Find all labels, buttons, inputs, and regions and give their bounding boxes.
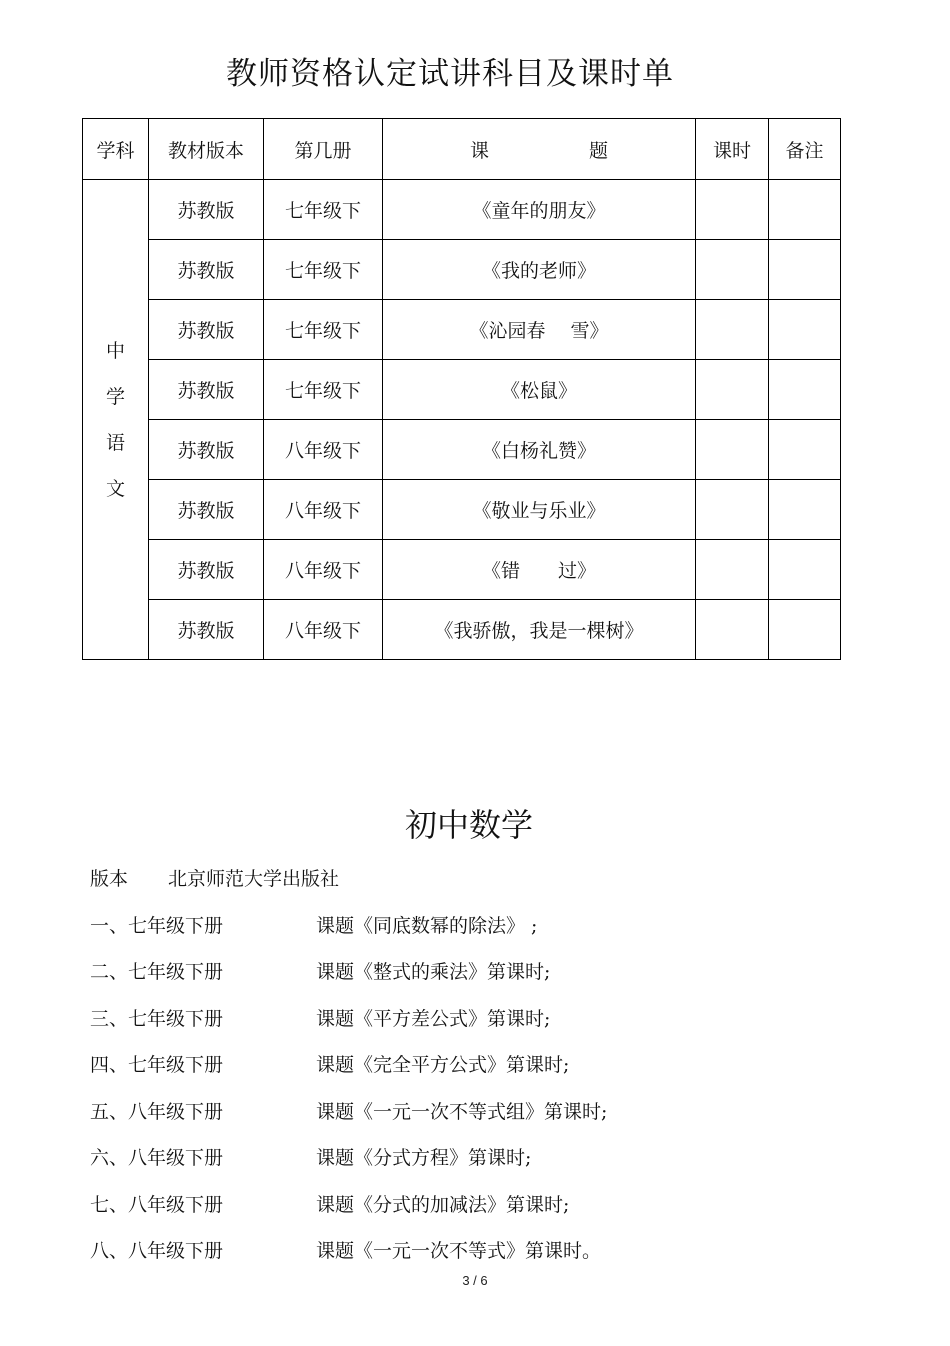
volume-cell: 七年级下	[264, 180, 383, 240]
page-title: 教师资格认定试讲科目及课时单	[226, 56, 674, 92]
table-row	[83, 300, 841, 360]
subject-char: 文	[105, 477, 125, 500]
edition-cell: 苏教版	[149, 300, 264, 360]
table-row	[83, 360, 841, 420]
math-section-title: 初中数学	[404, 806, 533, 844]
edition-cell: 苏教版	[149, 420, 264, 480]
page-number: 3 / 6	[462, 1273, 488, 1288]
math-item-grade: 五、八年级下册	[90, 1100, 224, 1123]
math-item-topic: 课题《整式的乘法》第课时;	[316, 961, 551, 983]
subject-cell	[83, 180, 149, 660]
hours-cell	[696, 180, 769, 240]
volume-cell: 七年级下	[264, 300, 383, 360]
header-topic	[383, 119, 696, 180]
remarks-cell	[769, 600, 841, 660]
remarks-cell	[769, 540, 841, 600]
math-item-topic: 课题《平方差公式》第课时;	[316, 1007, 551, 1030]
remarks-cell	[769, 360, 841, 420]
math-item-grade: 一、七年级下册	[90, 914, 224, 937]
lesson-table	[82, 118, 841, 660]
header-remarks: 备注	[769, 119, 841, 180]
topic-cell: 《错 过》	[383, 540, 696, 600]
remarks-cell	[769, 180, 841, 240]
math-item-topic: 课题《分式的加减法》第课时;	[316, 1193, 570, 1216]
math-item-grade: 七、八年级下册	[90, 1193, 224, 1216]
edition-cell: 苏教版	[149, 240, 264, 300]
hours-cell	[696, 360, 769, 420]
edition-value: 北京师范大学出版社	[168, 868, 340, 890]
topic-cell: 《松鼠》	[383, 360, 696, 420]
edition-label: 版本	[90, 868, 129, 890]
volume-cell: 七年级下	[264, 360, 383, 420]
header-volume: 第几册	[264, 119, 383, 180]
header-subject: 学科	[83, 119, 149, 180]
hours-cell	[696, 300, 769, 360]
table-header-row	[83, 119, 841, 180]
table-row	[83, 540, 841, 600]
volume-cell: 八年级下	[264, 540, 383, 600]
hours-cell	[696, 600, 769, 660]
math-item-topic: 课题《分式方程》第课时;	[316, 1147, 532, 1169]
math-item-topic: 课题《同底数幂的除法》 ;	[316, 914, 538, 937]
header-topic-left: 课	[469, 139, 489, 162]
subject-char: 中	[105, 339, 125, 362]
hours-cell	[696, 540, 769, 600]
math-item-topic: 课题《完全平方公式》第课时;	[316, 1054, 570, 1076]
volume-cell: 八年级下	[264, 480, 383, 540]
header-hours: 课时	[696, 119, 769, 180]
topic-cell: 《敬业与乐业》	[383, 480, 696, 540]
remarks-cell	[769, 240, 841, 300]
topic-cell: 《白杨礼赞》	[383, 420, 696, 480]
remarks-cell	[769, 300, 841, 360]
table-row	[83, 600, 841, 660]
table-row	[83, 420, 841, 480]
math-item-topic: 课题《一元一次不等式》第课时。	[316, 1240, 602, 1262]
math-item-grade: 三、七年级下册	[90, 1007, 224, 1030]
volume-cell: 八年级下	[264, 420, 383, 480]
math-item-grade: 四、七年级下册	[90, 1054, 224, 1076]
header-topic-right: 题	[589, 139, 609, 162]
edition-cell: 苏教版	[149, 180, 264, 240]
volume-cell: 七年级下	[264, 240, 383, 300]
edition-cell: 苏教版	[149, 600, 264, 660]
hours-cell	[696, 240, 769, 300]
math-item-topic: 课题《一元一次不等式组》第课时;	[316, 1100, 608, 1123]
topic-cell: 《我的老师》	[383, 240, 696, 300]
hours-cell	[696, 420, 769, 480]
edition-cell: 苏教版	[149, 540, 264, 600]
remarks-cell	[769, 420, 841, 480]
header-edition: 教材版本	[149, 119, 264, 180]
topic-cell: 《沁园春 雪》	[383, 300, 696, 360]
table-row	[83, 180, 841, 240]
subject-char: 学	[105, 385, 125, 408]
table-row	[83, 240, 841, 300]
remarks-cell	[769, 480, 841, 540]
math-item-grade: 六、八年级下册	[90, 1147, 224, 1169]
topic-cell: 《童年的朋友》	[383, 180, 696, 240]
hours-cell	[696, 480, 769, 540]
math-item-grade: 二、七年级下册	[90, 961, 224, 983]
edition-cell: 苏教版	[149, 360, 264, 420]
math-item-grade: 八、八年级下册	[90, 1240, 224, 1262]
topic-cell: 《我骄傲，我是一棵树》	[383, 600, 696, 660]
edition-cell: 苏教版	[149, 480, 264, 540]
subject-char: 语	[105, 431, 125, 454]
table-row	[83, 480, 841, 540]
volume-cell: 八年级下	[264, 600, 383, 660]
